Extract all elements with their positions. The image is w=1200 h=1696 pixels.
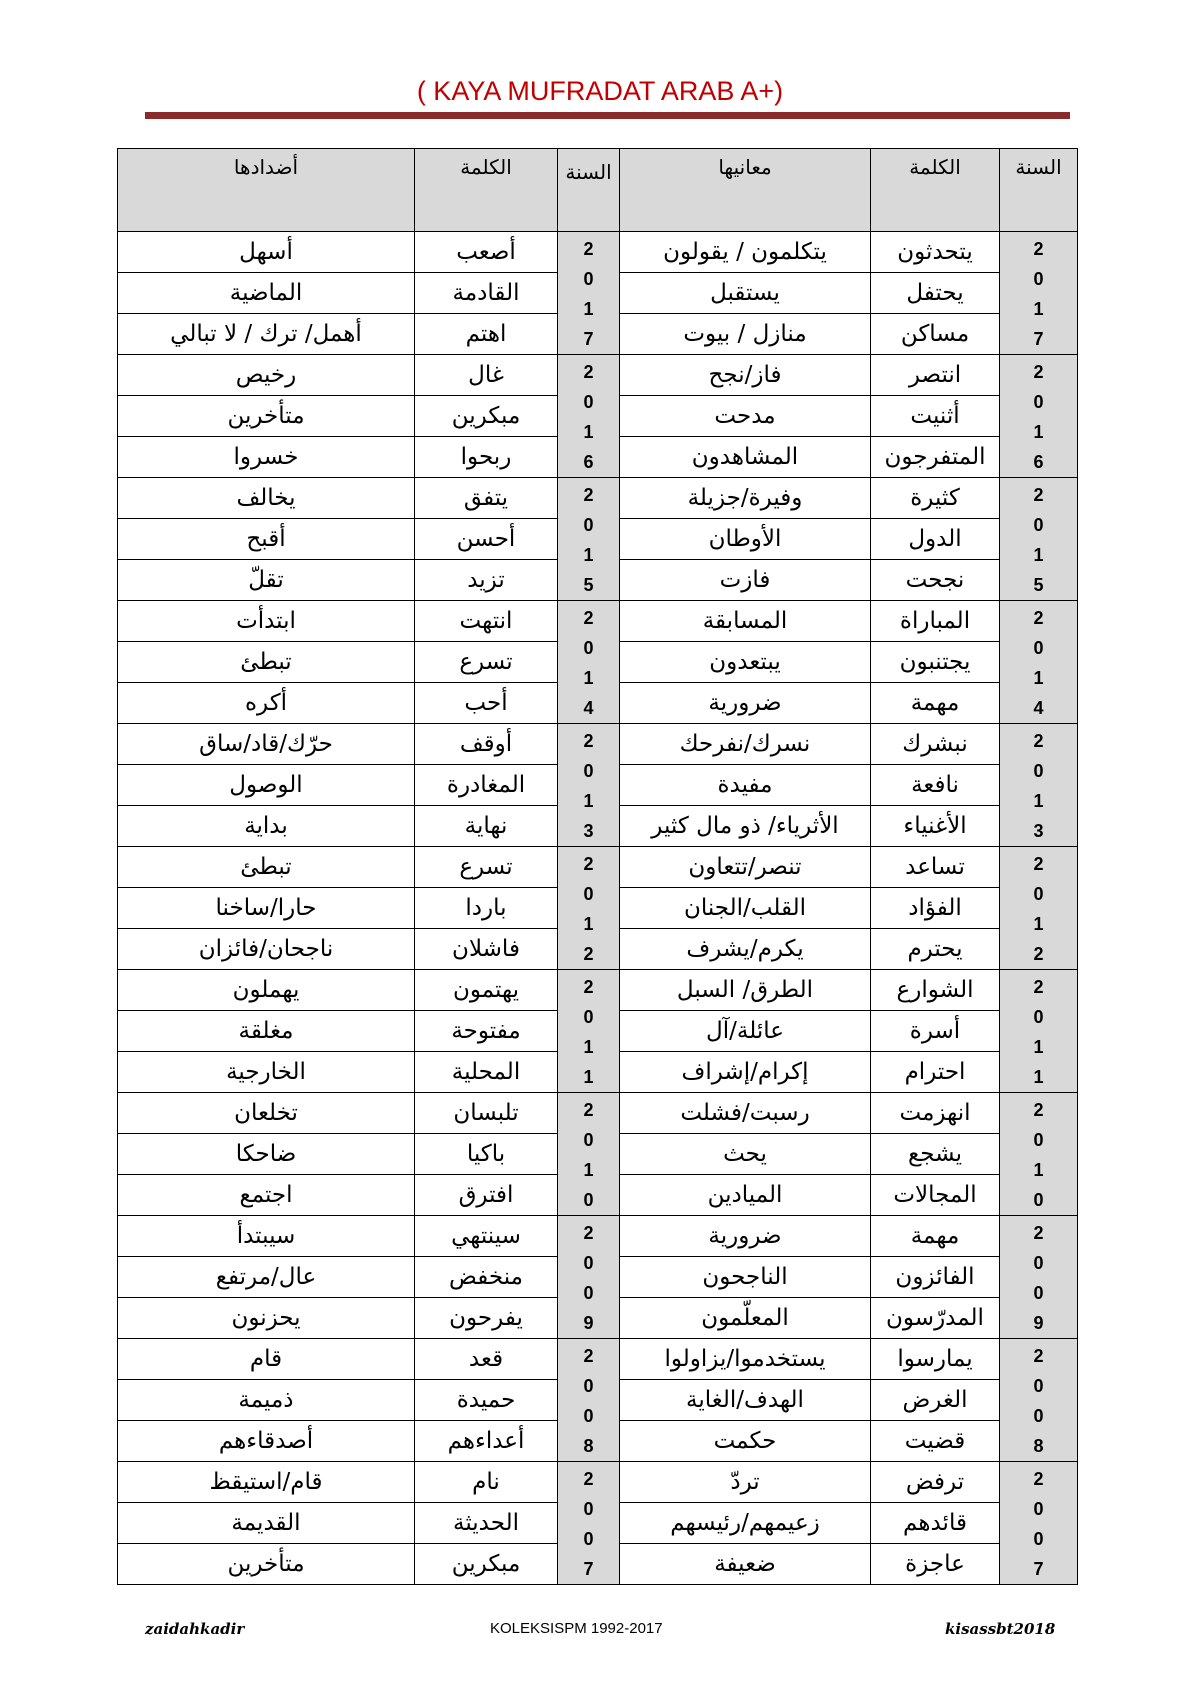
year-digit: 1 — [583, 791, 594, 811]
year-cell — [558, 1339, 620, 1462]
year-digit: 2 — [583, 1223, 594, 1243]
year-digit: 2 — [583, 944, 594, 964]
word-cell-right: نبشرك — [871, 724, 1000, 765]
year-digit: 0 — [583, 1499, 594, 1519]
year-digit: 2 — [1033, 944, 1044, 964]
word-cell-left: غال — [415, 355, 558, 396]
meaning-cell: المشاهدون — [620, 437, 871, 478]
year-cell — [1000, 478, 1078, 601]
antonym-cell: تبطئ — [118, 847, 415, 888]
year-digit: 2 — [583, 1469, 594, 1489]
year-digit: 2 — [1033, 608, 1044, 628]
word-cell-left: تسرع — [415, 847, 558, 888]
footer-collection: KOLEKSISPM 1992-2017 — [490, 1620, 663, 1637]
word-cell-left: نهاية — [415, 806, 558, 847]
year-digit: 0 — [1033, 1253, 1044, 1273]
header-year-right: السنة — [1000, 149, 1078, 232]
meaning-cell: مدحت — [620, 396, 871, 437]
year-digit: 2 — [583, 485, 594, 505]
year-digit: 2 — [583, 1346, 594, 1366]
word-cell-left: افترق — [415, 1175, 558, 1216]
antonym-cell: تقلّ — [118, 560, 415, 601]
year-digit: 2 — [1033, 239, 1044, 259]
table-row — [118, 355, 1078, 396]
year-digit: 2 — [1033, 854, 1044, 874]
year-digit: 2 — [583, 1100, 594, 1120]
antonym-cell: القديمة — [118, 1503, 415, 1544]
meaning-cell: يتكلمون / يقولون — [620, 232, 871, 273]
word-cell-right: الأغنياء — [871, 806, 1000, 847]
header-antonyms: أضدادها — [118, 149, 415, 232]
title-underline — [145, 112, 1070, 119]
word-cell-right: احترام — [871, 1052, 1000, 1093]
antonym-cell: يخالف — [118, 478, 415, 519]
word-cell-left: يهتمون — [415, 970, 558, 1011]
year-cell — [558, 601, 620, 724]
meaning-cell: المسابقة — [620, 601, 871, 642]
year-digit: 0 — [583, 1376, 594, 1396]
word-cell-left: ربحوا — [415, 437, 558, 478]
year-digit: 0 — [1033, 884, 1044, 904]
year-digit: 7 — [1033, 329, 1044, 349]
table-row — [118, 601, 1078, 642]
word-cell-left: تزيد — [415, 560, 558, 601]
year-digit: 0 — [1033, 1007, 1044, 1027]
header-word-left: الكلمة — [415, 149, 558, 232]
word-cell-left: باكيا — [415, 1134, 558, 1175]
year-digit: 0 — [583, 884, 594, 904]
meaning-cell: ضرورية — [620, 683, 871, 724]
year-digit: 2 — [583, 731, 594, 751]
year-cell — [558, 1462, 620, 1585]
meaning-cell: ضرورية — [620, 1216, 871, 1257]
meaning-cell: مفيدة — [620, 765, 871, 806]
meaning-cell: يبتعدون — [620, 642, 871, 683]
word-cell-left: القادمة — [415, 273, 558, 314]
word-cell-left: منخفض — [415, 1257, 558, 1298]
word-cell-left: أعداءهم — [415, 1421, 558, 1462]
antonym-cell: قام/استيقظ — [118, 1462, 415, 1503]
year-digit: 0 — [1033, 1529, 1044, 1549]
word-cell-right: انتصر — [871, 355, 1000, 396]
meaning-cell: رسبت/فشلت — [620, 1093, 871, 1134]
word-cell-right: يحترم — [871, 929, 1000, 970]
table-row — [118, 1339, 1078, 1380]
meaning-cell: إكرام/إشراف — [620, 1052, 871, 1093]
year-digit: 2 — [583, 362, 594, 382]
year-cell — [558, 970, 620, 1093]
year-digit: 0 — [583, 515, 594, 535]
header-meanings: معانيها — [620, 149, 871, 232]
year-cell — [1000, 232, 1078, 355]
antonym-cell: رخيص — [118, 355, 415, 396]
meaning-cell: يكرم/يشرف — [620, 929, 871, 970]
year-digit: 7 — [583, 1559, 594, 1579]
year-digit: 1 — [1033, 299, 1044, 319]
year-digit: 5 — [583, 575, 594, 595]
table-row — [118, 970, 1078, 1011]
word-cell-left: يفرحون — [415, 1298, 558, 1339]
word-cell-right: مهمة — [871, 683, 1000, 724]
antonym-cell: عال/مرتفع — [118, 1257, 415, 1298]
year-digit: 1 — [583, 422, 594, 442]
year-digit: 1 — [583, 914, 594, 934]
year-cell — [1000, 1216, 1078, 1339]
word-cell-right: تساعد — [871, 847, 1000, 888]
word-cell-right: يحتفل — [871, 273, 1000, 314]
word-cell-left: أصعب — [415, 232, 558, 273]
word-cell-right: أسرة — [871, 1011, 1000, 1052]
meaning-cell: القلب/الجنان — [620, 888, 871, 929]
word-cell-left: نام — [415, 1462, 558, 1503]
word-cell-right: كثيرة — [871, 478, 1000, 519]
word-cell-right: نجحت — [871, 560, 1000, 601]
year-digit: 6 — [583, 452, 594, 472]
year-digit: 1 — [583, 545, 594, 565]
year-digit: 1 — [583, 1037, 594, 1057]
meaning-cell: الهدف/الغاية — [620, 1380, 871, 1421]
year-cell — [1000, 1339, 1078, 1462]
year-digit: 0 — [1033, 1499, 1044, 1519]
word-cell-right: يجتنبون — [871, 642, 1000, 683]
vocabulary-table — [117, 148, 1078, 1585]
word-cell-right: الدول — [871, 519, 1000, 560]
word-cell-right: المتفرجون — [871, 437, 1000, 478]
word-cell-right: يمارسوا — [871, 1339, 1000, 1380]
antonym-cell: الوصول — [118, 765, 415, 806]
antonym-cell: متأخرين — [118, 1544, 415, 1585]
meaning-cell: الأثرياء/ ذو مال كثير — [620, 806, 871, 847]
word-cell-right: المباراة — [871, 601, 1000, 642]
year-digit: 1 — [1033, 668, 1044, 688]
year-digit: 1 — [1033, 1160, 1044, 1180]
antonym-cell: تبطئ — [118, 642, 415, 683]
year-digit: 7 — [583, 329, 594, 349]
word-cell-left: تلبسان — [415, 1093, 558, 1134]
antonym-cell: يهملون — [118, 970, 415, 1011]
antonym-cell: تخلعان — [118, 1093, 415, 1134]
table-row — [118, 1216, 1078, 1257]
year-cell — [558, 1093, 620, 1216]
meaning-cell: الطرق/ السبل — [620, 970, 871, 1011]
meaning-cell: عائلة/آل — [620, 1011, 871, 1052]
meaning-cell: الميادين — [620, 1175, 871, 1216]
year-digit: 2 — [583, 854, 594, 874]
word-cell-left: تسرع — [415, 642, 558, 683]
year-digit: 7 — [1033, 1559, 1044, 1579]
year-digit: 0 — [583, 269, 594, 289]
year-digit: 2 — [1033, 362, 1044, 382]
year-digit: 0 — [1033, 638, 1044, 658]
year-digit: 0 — [1033, 1190, 1044, 1210]
year-digit: 0 — [583, 1007, 594, 1027]
year-cell — [558, 1216, 620, 1339]
table-row — [118, 478, 1078, 519]
antonym-cell: متأخرين — [118, 396, 415, 437]
word-cell-right: يشجع — [871, 1134, 1000, 1175]
antonym-cell: قام — [118, 1339, 415, 1380]
year-digit: 1 — [1033, 1037, 1044, 1057]
word-cell-right: المدرّسون — [871, 1298, 1000, 1339]
year-digit: 3 — [1033, 821, 1044, 841]
antonym-cell: أهمل/ ترك / لا تبالي — [118, 314, 415, 355]
year-digit: 0 — [583, 1529, 594, 1549]
word-cell-left: فاشلان — [415, 929, 558, 970]
word-cell-left: قعد — [415, 1339, 558, 1380]
meaning-cell: الناجحون — [620, 1257, 871, 1298]
year-digit: 0 — [1033, 1376, 1044, 1396]
year-digit: 4 — [583, 698, 594, 718]
year-cell — [1000, 847, 1078, 970]
word-cell-left: اهتم — [415, 314, 558, 355]
antonym-cell: ناجحان/فائزان — [118, 929, 415, 970]
antonym-cell: الخارجية — [118, 1052, 415, 1093]
table-header-row — [118, 149, 1078, 232]
word-cell-right: مهمة — [871, 1216, 1000, 1257]
year-cell — [1000, 1093, 1078, 1216]
antonym-cell: يحزنون — [118, 1298, 415, 1339]
year-cell — [1000, 970, 1078, 1093]
word-cell-left: انتهت — [415, 601, 558, 642]
antonym-cell: اجتمع — [118, 1175, 415, 1216]
meaning-cell: الأوطان — [620, 519, 871, 560]
word-cell-left: المحلية — [415, 1052, 558, 1093]
year-digit: 2 — [1033, 977, 1044, 997]
antonym-cell: بداية — [118, 806, 415, 847]
meaning-cell: حكمت — [620, 1421, 871, 1462]
word-cell-right: انهزمت — [871, 1093, 1000, 1134]
meaning-cell: منازل / بيوت — [620, 314, 871, 355]
year-digit: 0 — [583, 392, 594, 412]
year-digit: 2 — [1033, 1100, 1044, 1120]
meaning-cell: نسرك/نفرحك — [620, 724, 871, 765]
meaning-cell: فازت — [620, 560, 871, 601]
year-digit: 0 — [1033, 761, 1044, 781]
year-digit: 0 — [1033, 269, 1044, 289]
table-row — [118, 724, 1078, 765]
word-cell-left: أحسن — [415, 519, 558, 560]
word-cell-left: مبكرين — [415, 1544, 558, 1585]
year-cell — [558, 847, 620, 970]
word-cell-right: ترفض — [871, 1462, 1000, 1503]
page-title: ( KAYA MUFRADAT ARAB A+) — [416, 76, 784, 106]
word-cell-left: حميدة — [415, 1380, 558, 1421]
year-digit: 2 — [1033, 485, 1044, 505]
antonym-cell: حرّك/قاد/ساق — [118, 724, 415, 765]
year-digit: 0 — [583, 1190, 594, 1210]
header-year-left: السنة — [558, 149, 620, 232]
antonym-cell: أصدقاءهم — [118, 1421, 415, 1462]
year-digit: 1 — [583, 299, 594, 319]
year-digit: 0 — [583, 1130, 594, 1150]
word-cell-right: مساكن — [871, 314, 1000, 355]
word-cell-left: الحديثة — [415, 1503, 558, 1544]
table-row — [118, 847, 1078, 888]
year-digit: 1 — [583, 1067, 594, 1087]
antonym-cell: سيبتدأ — [118, 1216, 415, 1257]
year-digit: 1 — [1033, 791, 1044, 811]
header-word-right: الكلمة — [871, 149, 1000, 232]
word-cell-right: قضيت — [871, 1421, 1000, 1462]
antonym-cell: حارا/ساخنا — [118, 888, 415, 929]
year-digit: 1 — [583, 668, 594, 688]
year-cell — [1000, 601, 1078, 724]
word-cell-right: يتحدثون — [871, 232, 1000, 273]
antonym-cell: ذميمة — [118, 1380, 415, 1421]
year-digit: 2 — [1033, 1223, 1044, 1243]
word-cell-right: نافعة — [871, 765, 1000, 806]
word-cell-left: مبكرين — [415, 396, 558, 437]
word-cell-right: الفائزون — [871, 1257, 1000, 1298]
year-digit: 0 — [583, 1283, 594, 1303]
word-cell-left: مفتوحة — [415, 1011, 558, 1052]
word-cell-right: الغرض — [871, 1380, 1000, 1421]
word-cell-left: سينتهي — [415, 1216, 558, 1257]
year-digit: 8 — [1033, 1436, 1044, 1456]
year-digit: 1 — [1033, 914, 1044, 934]
word-cell-right: الفؤاد — [871, 888, 1000, 929]
table-row — [118, 1093, 1078, 1134]
antonym-cell: ابتدأت — [118, 601, 415, 642]
year-digit: 2 — [1033, 731, 1044, 751]
year-digit: 2 — [1033, 1346, 1044, 1366]
year-digit: 1 — [1033, 1067, 1044, 1087]
word-cell-right: المجالات — [871, 1175, 1000, 1216]
year-digit: 2 — [583, 977, 594, 997]
meaning-cell: ضعيفة — [620, 1544, 871, 1585]
antonym-cell: أقبح — [118, 519, 415, 560]
word-cell-left: أحب — [415, 683, 558, 724]
table-row — [118, 1462, 1078, 1503]
year-digit: 9 — [583, 1313, 594, 1333]
meaning-cell: وفيرة/جزيلة — [620, 478, 871, 519]
year-digit: 0 — [583, 761, 594, 781]
word-cell-right: الشوارع — [871, 970, 1000, 1011]
year-digit: 0 — [1033, 1130, 1044, 1150]
antonym-cell: الماضية — [118, 273, 415, 314]
year-digit: 2 — [583, 608, 594, 628]
antonym-cell: أكره — [118, 683, 415, 724]
table-row — [118, 232, 1078, 273]
year-digit: 1 — [1033, 422, 1044, 442]
word-cell-left: باردا — [415, 888, 558, 929]
meaning-cell: المعلّمون — [620, 1298, 871, 1339]
antonym-cell: أسهل — [118, 232, 415, 273]
year-digit: 6 — [1033, 452, 1044, 472]
year-digit: 0 — [1033, 1283, 1044, 1303]
word-cell-left: المغادرة — [415, 765, 558, 806]
footer-author: zaidahkadir — [145, 1620, 245, 1638]
year-digit: 1 — [1033, 545, 1044, 565]
year-cell — [1000, 1462, 1078, 1585]
year-digit: 8 — [583, 1436, 594, 1456]
year-digit: 3 — [583, 821, 594, 841]
year-digit: 9 — [1033, 1313, 1044, 1333]
meaning-cell: فاز/نجح — [620, 355, 871, 396]
year-digit: 0 — [1033, 392, 1044, 412]
year-cell — [558, 355, 620, 478]
year-digit: 0 — [1033, 1406, 1044, 1426]
year-digit: 1 — [583, 1160, 594, 1180]
antonym-cell: خسروا — [118, 437, 415, 478]
year-digit: 2 — [1033, 1469, 1044, 1489]
antonym-cell: ضاحكا — [118, 1134, 415, 1175]
year-cell — [1000, 724, 1078, 847]
year-digit: 5 — [1033, 575, 1044, 595]
year-digit: 0 — [583, 1406, 594, 1426]
year-cell — [1000, 355, 1078, 478]
antonym-cell: مغلقة — [118, 1011, 415, 1052]
meaning-cell: يستخدموا/يزاولوا — [620, 1339, 871, 1380]
word-cell-right: قائدهم — [871, 1503, 1000, 1544]
meaning-cell: يحث — [620, 1134, 871, 1175]
word-cell-left: يتفق — [415, 478, 558, 519]
meaning-cell: يستقبل — [620, 273, 871, 314]
year-cell — [558, 724, 620, 847]
meaning-cell: زعيمهم/رئيسهم — [620, 1503, 871, 1544]
meaning-cell: تنصر/تتعاون — [620, 847, 871, 888]
year-digit: 2 — [583, 239, 594, 259]
word-cell-right: أثنيت — [871, 396, 1000, 437]
year-digit: 0 — [583, 1253, 594, 1273]
year-cell — [558, 232, 620, 355]
year-cell — [558, 478, 620, 601]
word-cell-right: عاجزة — [871, 1544, 1000, 1585]
footer-code: kisassbt2018 — [945, 1620, 1056, 1638]
year-digit: 0 — [583, 638, 594, 658]
word-cell-left: أوقف — [415, 724, 558, 765]
year-digit: 4 — [1033, 698, 1044, 718]
year-digit: 0 — [1033, 515, 1044, 535]
meaning-cell: تردّ — [620, 1462, 871, 1503]
